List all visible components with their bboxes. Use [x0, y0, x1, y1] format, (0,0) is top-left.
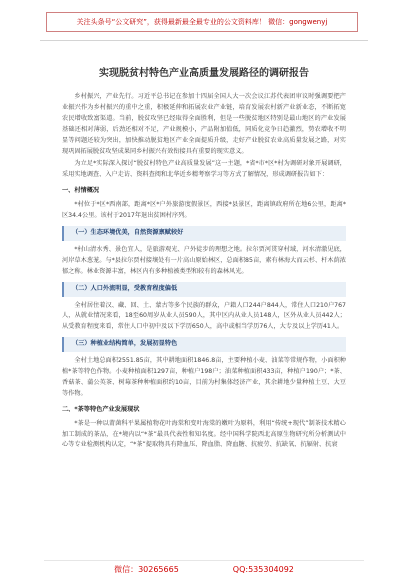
contact-footer — [44, 560, 364, 577]
subsection-1-paragraph: *村山清水秀、景色宜人，是旅游观光、户外徒步的理想之地。拉尔贾河贯穿村域，河水清澈见底，河岸草木葱茏。与*县拉尔贾村接壤处有一片高山原始林区，总面积85亩，素有林海大而云杉、杆木荫浓郁之称。林业资源丰富，林区内有多种植被类型和较有的森林风光。 — [62, 245, 346, 275]
subheading-1: （一）生态环境优美，自然资源禀赋较好 — [62, 226, 346, 241]
section-heading-1: 一、村情概况 — [62, 187, 100, 195]
document-body — [62, 92, 346, 453]
divider — [40, 40, 368, 41]
section-1-paragraph: *村位于*区*西南部，距离*区*户外旅游度假景区，西接*县景区，距离镇政府所在地6公里，距离*区34.4公里。该村于2017年退出贫困村序列。 — [62, 201, 346, 220]
subsection-3-paragraph: 全村土地总面积2551.85亩，其中耕地面积1846.8亩，主要种植小麦、油菜等常规作物，小面积种植*茶等特色作物。小麦种植面积1297亩，种植户198户；油菜种植面积433亩，种植户190户；*茶、香菇茶、蒲公英茶、树莓茶种种植面积约10亩，目前为村集体经济产业，其余耕地少量种植土豆、大豆等作物。 — [62, 357, 346, 397]
intro-paragraph-2: 为立足*实际深入探讨“脱贫村特色产业高质量发展”这一主题，*省*市*区*村为调研对象开展调研，采用实地调查、入户走访、资料查阅和北华近乡精考察学习等方式了解情况，形成调研报告如下： — [62, 160, 346, 179]
document-title: 实现脱贫村特色产业高质量发展路径的调研报告 — [99, 68, 309, 79]
promo-banner[interactable]: 关注头条号“公文研究”，获得最新最全最专业的公文资料库！ 微信：gongwenyj — [46, 12, 358, 32]
subheading-2: （二）人口外流明显，受教育程度偏低 — [62, 282, 346, 297]
wechat-contact[interactable]: 微信：30265665 — [114, 564, 179, 574]
qq-contact[interactable]: QQ:535304092 — [232, 564, 294, 574]
section-heading-2: 二、*茶等特色产业发展现状 — [62, 405, 140, 413]
subheading-3: （三）种植业结构简单，发展初显特色 — [62, 337, 346, 352]
intro-paragraph-1: 乡村振兴，产业先行。习近平总书记在参加十四届全国人大一次会议江苏代表团审议时强调要把产业振兴作为乡村振兴的重中之重，积极延伸和拓展农业产业链，培育发展农村新产业新业态，不断拓宽农民增收致富渠道。当前，脱贫攻坚已经取得全面胜利，但是一些脱贫地区特别是最山地区的产业发展基础还相对薄弱，后劲还相对不足，产业规模小，产品附加值低，同质化竞争日趋激烈，势农增收不明显等问题还较为突出，加快推动脱贫地区产业全面提质升级，走好产业脱贫农业高质量发展之路，对实现巩固拓展脱贫攻坚成果同乡村振兴有效衔接具有重要的现实意义。 — [62, 93, 346, 155]
section-2-paragraph: *茶是一种以莆菌科平果属植物花叶海棠和变叶海棠的嫩叶为原料，利用“传统+现代”制茶技术精心加工制成的茶品，在*境内以“*茶”最具代表性和知名度。经中国科学院西北高原生物研究所分析测试中心等专业检测机构认定，“*茶”提取物具有降血压、降血脂、降血糖、抗疲劳、抗缺氧、抗辐射、抗衰 — [62, 419, 346, 449]
subsection-2-paragraph: 全村居住着汉、藏、回、土、蒙古等多个民族的群众，户籍人口244户844人，常住人口210户767人，从就业情况来看，18至60周岁从业人员590人，其中区内从业人员148人，区外从业人员442人；从受教育程度来看，常住人口中初中及以下学历650人，高中或相当学历76人，大专及以上学历41人。 — [62, 301, 346, 331]
